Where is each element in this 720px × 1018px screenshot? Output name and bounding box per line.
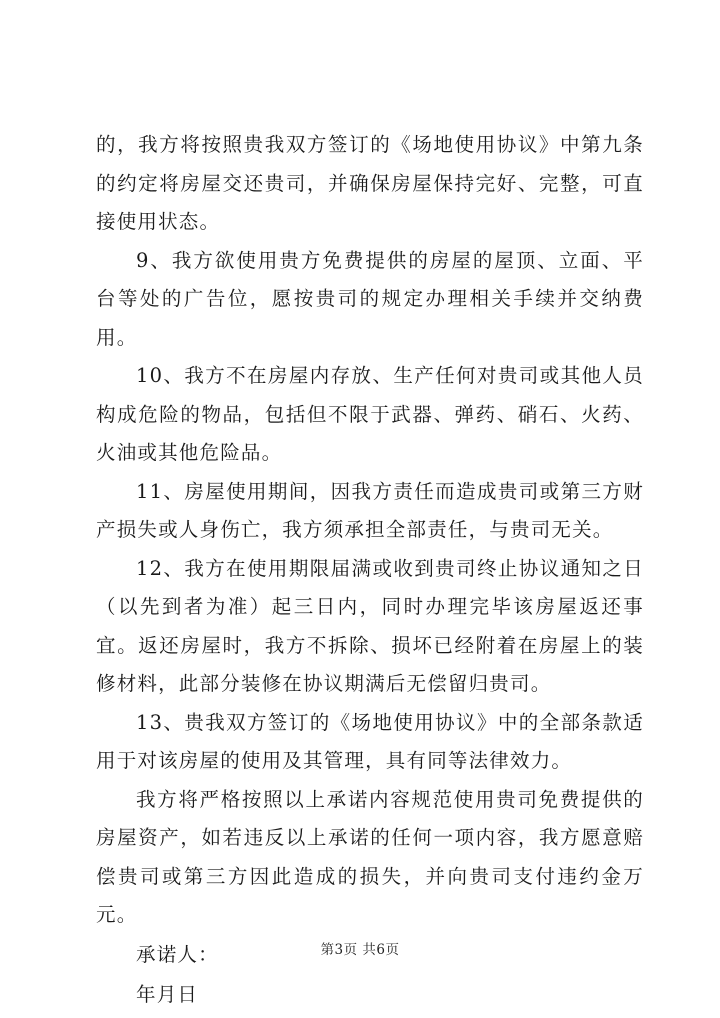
paragraph-clause-10: 10、我方不在房屋内存放、生产任何对贵司或其他人员构成危险的物品，包括但不限于武器、弹药、硝石、火药、火油或其他危险品。 — [96, 364, 644, 464]
page-number-footer: 第3页 共6页 — [320, 942, 400, 958]
document-body — [96, 126, 644, 1015]
paragraph-clause-12: 12、我方在使用期限届满或收到贵司终止协议通知之日（以先到者为准）起三日内，同时办理完毕该房屋返还事宜。返还房屋时，我方不拆除、损坏已经附着在房屋上的装修材料，此部分装修在协议期满后无偿留归贵司。 — [96, 556, 644, 695]
paragraph-continuation: 的，我方将按照贵我双方签订的《场地使用协议》中第九条的约定将房屋交还贵司，并确保房屋保持完好、完整，可直接使用状态。 — [96, 133, 644, 233]
paragraph-commitment: 我方将严格按照以上承诺内容规范使用贵司免费提供的房屋资产，如若违反以上承诺的任何一项内容，我方愿意赔偿贵司或第三方因此造成的损失，并向贵司支付违约金万元。 — [96, 787, 644, 926]
paragraph-clause-9: 9、我方欲使用贵方免费提供的房屋的屋顶、立面、平台等处的广告位，愿按贵司的规定办理相关手续并交纳费用。 — [96, 248, 644, 349]
date-label: 年月日 — [136, 982, 199, 1006]
paragraph-clause-11: 11、房屋使用期间，因我方责任而造成贵司或第三方财产损失或人身伤亡，我方须承担全部责任，与贵司无关。 — [96, 479, 644, 541]
paragraph-clause-13: 13、贵我双方签订的《场地使用协议》中的全部条款适用于对该房屋的使用及其管理，具有同等法律效力。 — [96, 710, 644, 772]
promisor-label: 承诺人： — [136, 942, 219, 966]
